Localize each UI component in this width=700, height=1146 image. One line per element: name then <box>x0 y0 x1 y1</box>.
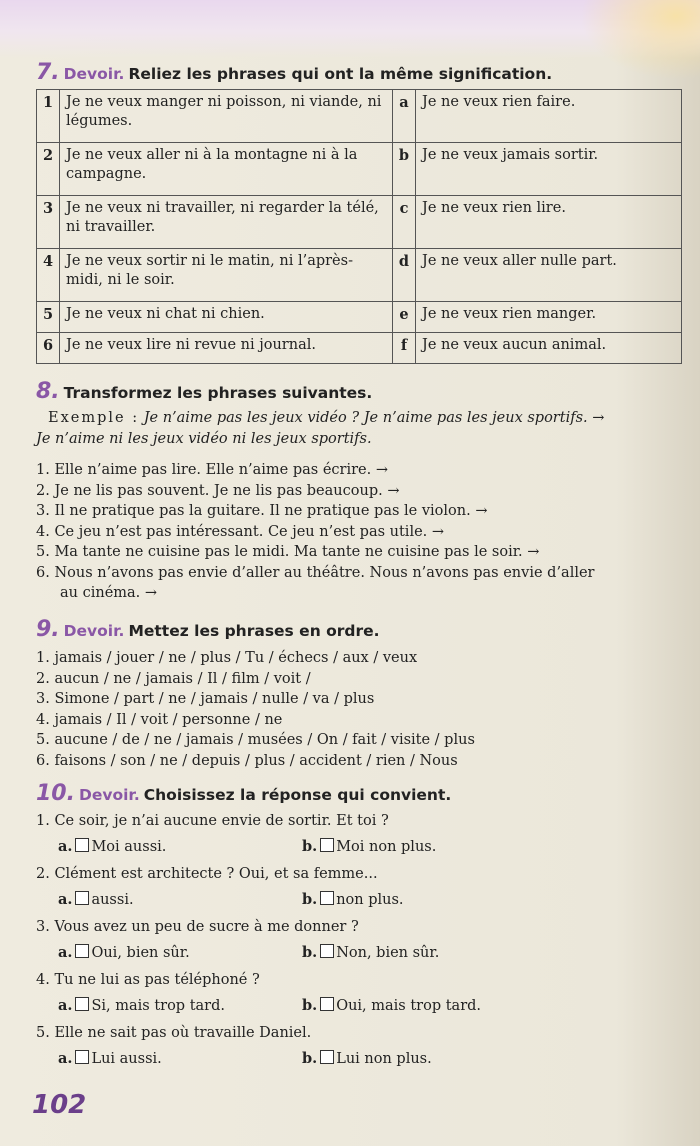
exercise-title: Choisissez la réponse qui convient. <box>143 786 452 804</box>
row-number: 6 <box>37 333 60 364</box>
devoir-label: Devoir. <box>78 786 140 804</box>
right-phrase: Je ne veux aucun animal. <box>416 333 682 364</box>
example-text: Je n’aime pas les jeux vidéo ? Je n’aime pas les jeux sportifs. → <box>143 410 605 426</box>
list-item: 6. Nous n’avons pas envie d’aller au théâtre. Nous n’avons pas envie d’aller <box>36 564 595 581</box>
devoir-label: Devoir. <box>63 65 125 83</box>
checkbox[interactable] <box>320 944 334 958</box>
exercise-title: Mettez les phrases en ordre. <box>128 622 380 640</box>
list-item: 4. jamais / Il / voit / personne / ne <box>36 711 283 728</box>
exercise-number: 7. <box>36 60 60 85</box>
matching-table <box>36 89 682 364</box>
option-text: Oui, mais trop tard. <box>336 998 482 1014</box>
option-b[interactable] <box>302 1050 432 1067</box>
option-a[interactable] <box>58 891 134 908</box>
list-item: 2. aucun / ne / jamais / Il / film / voit / <box>36 670 311 687</box>
question: 5. Elle ne sait pas où travaille Daniel. <box>36 1025 312 1041</box>
left-phrase: Je ne veux aller ni à la montagne ni à la campagne. <box>60 143 393 196</box>
question: 1. Ce soir, je n’ai aucune envie de sortir. Et toi ? <box>36 813 389 829</box>
checkbox[interactable] <box>320 891 334 905</box>
list-item: 3. Simone / part / ne / jamais / nulle / va / plus <box>36 691 375 707</box>
table-row <box>37 196 682 249</box>
page-number: 102 <box>32 1090 87 1120</box>
row-number: 2 <box>37 143 60 196</box>
exercise-8-list <box>36 460 696 604</box>
option-text: Si, mais trop tard. <box>91 998 225 1014</box>
left-phrase: Je ne veux lire ni revue ni journal. <box>60 333 393 364</box>
table-row <box>37 302 682 333</box>
row-letter: a <box>393 90 416 143</box>
list-item: 3. Il ne pratique pas la guitare. Il ne pratique pas le violon. → <box>36 503 488 519</box>
option-text: Lui aussi. <box>91 1051 162 1067</box>
example-block <box>36 408 686 450</box>
table-row <box>37 249 682 302</box>
row-number: 4 <box>37 249 60 302</box>
option-b[interactable] <box>302 944 439 961</box>
devoir-label: Devoir. <box>63 622 125 640</box>
list-item: 6. faisons / son / ne / depuis / plus / accident / rien / Nous <box>36 752 458 769</box>
checkbox[interactable] <box>320 997 334 1011</box>
option-letter: b. <box>302 838 318 855</box>
option-text: Oui, bien sûr. <box>91 945 190 961</box>
option-text: Moi non plus. <box>336 839 437 855</box>
exercise-10-heading <box>36 781 451 806</box>
right-phrase: Je ne veux jamais sortir. <box>416 143 682 196</box>
checkbox[interactable] <box>320 1050 334 1064</box>
table-row <box>37 143 682 196</box>
row-letter: e <box>393 302 416 333</box>
exercise-9-heading <box>36 617 380 642</box>
decorative-splash-corner <box>580 0 700 80</box>
row-letter: b <box>393 143 416 196</box>
right-phrase: Je ne veux rien manger. <box>416 302 682 333</box>
question: 4. Tu ne lui as pas téléphoné ? <box>36 972 260 988</box>
option-b[interactable] <box>302 891 404 908</box>
list-item: 4. Ce jeu n’est pas intéressant. Ce jeu n’est pas utile. → <box>36 523 445 540</box>
right-phrase: Je ne veux rien faire. <box>416 90 682 143</box>
list-item: 2. Je ne lis pas souvent. Je ne lis pas beaucoup. → <box>36 482 400 499</box>
exercise-9-list <box>36 648 686 771</box>
list-item: 5. aucune / de / ne / jamais / musées / On / fait / visite / plus <box>36 732 475 748</box>
option-a[interactable] <box>58 838 166 855</box>
checkbox[interactable] <box>75 1050 89 1064</box>
exercise-number: 9. <box>36 617 60 642</box>
row-number: 1 <box>37 90 60 143</box>
option-letter: b. <box>302 1050 318 1067</box>
exercise-title: Transformez les phrases suivantes. <box>63 384 373 402</box>
exercise-title: Reliez les phrases qui ont la même signification. <box>128 65 553 83</box>
checkbox[interactable] <box>75 838 89 852</box>
option-text: Moi aussi. <box>91 839 167 855</box>
option-letter: b. <box>302 997 318 1014</box>
option-letter: b. <box>302 891 318 908</box>
exercise-number: 10. <box>36 781 75 806</box>
option-text: non plus. <box>336 892 404 908</box>
option-text: aussi. <box>91 892 134 908</box>
right-phrase: Je ne veux aller nulle part. <box>416 249 682 302</box>
list-item: au cinéma. → <box>60 585 158 601</box>
example-answer: Je n’aime ni les jeux vidéo ni les jeux sportifs. <box>36 431 372 447</box>
list-item: 1. jamais / jouer / ne / plus / Tu / échecs / aux / veux <box>36 650 418 666</box>
left-phrase: Je ne veux sortir ni le matin, ni l’après-midi, ni le soir. <box>60 249 393 302</box>
row-letter: d <box>393 249 416 302</box>
row-letter: f <box>393 333 416 364</box>
exercise-8-heading <box>36 379 372 404</box>
right-phrase: Je ne veux rien lire. <box>416 196 682 249</box>
option-letter: b. <box>302 944 318 961</box>
left-phrase: Je ne veux ni travailler, ni regarder la télé, ni travailler. <box>60 196 393 249</box>
option-letter: a. <box>58 1050 73 1067</box>
option-letter: a. <box>58 944 73 961</box>
table-row <box>37 333 682 364</box>
option-a[interactable] <box>58 1050 162 1067</box>
question: 2. Clément est architecte ? Oui, et sa femme... <box>36 866 378 882</box>
option-letter: a. <box>58 838 73 855</box>
list-item: 5. Ma tante ne cuisine pas le midi. Ma tante ne cuisine pas le soir. → <box>36 544 540 560</box>
exercise-number: 8. <box>36 379 60 404</box>
question: 3. Vous avez un peu de sucre à me donner ? <box>36 919 359 935</box>
exercise-7-heading <box>36 60 552 85</box>
row-number: 5 <box>37 302 60 333</box>
checkbox[interactable] <box>75 944 89 958</box>
option-a[interactable] <box>58 997 225 1014</box>
checkbox[interactable] <box>75 891 89 905</box>
left-phrase: Je ne veux manger ni poisson, ni viande, ni légumes. <box>60 90 393 143</box>
list-item: 1. Elle n’aime pas lire. Elle n’aime pas écrire. → <box>36 462 388 478</box>
option-text: Non, bien sûr. <box>336 945 440 961</box>
row-letter: c <box>393 196 416 249</box>
option-b[interactable] <box>302 838 436 855</box>
table-row <box>37 90 682 143</box>
option-letter: a. <box>58 891 73 908</box>
option-text: Lui non plus. <box>336 1051 432 1067</box>
option-letter: a. <box>58 997 73 1014</box>
option-b[interactable] <box>302 997 481 1014</box>
checkbox[interactable] <box>75 997 89 1011</box>
example-label: Exemple : <box>48 410 140 426</box>
left-phrase: Je ne veux ni chat ni chien. <box>60 302 393 333</box>
row-number: 3 <box>37 196 60 249</box>
option-a[interactable] <box>58 944 190 961</box>
checkbox[interactable] <box>320 838 334 852</box>
